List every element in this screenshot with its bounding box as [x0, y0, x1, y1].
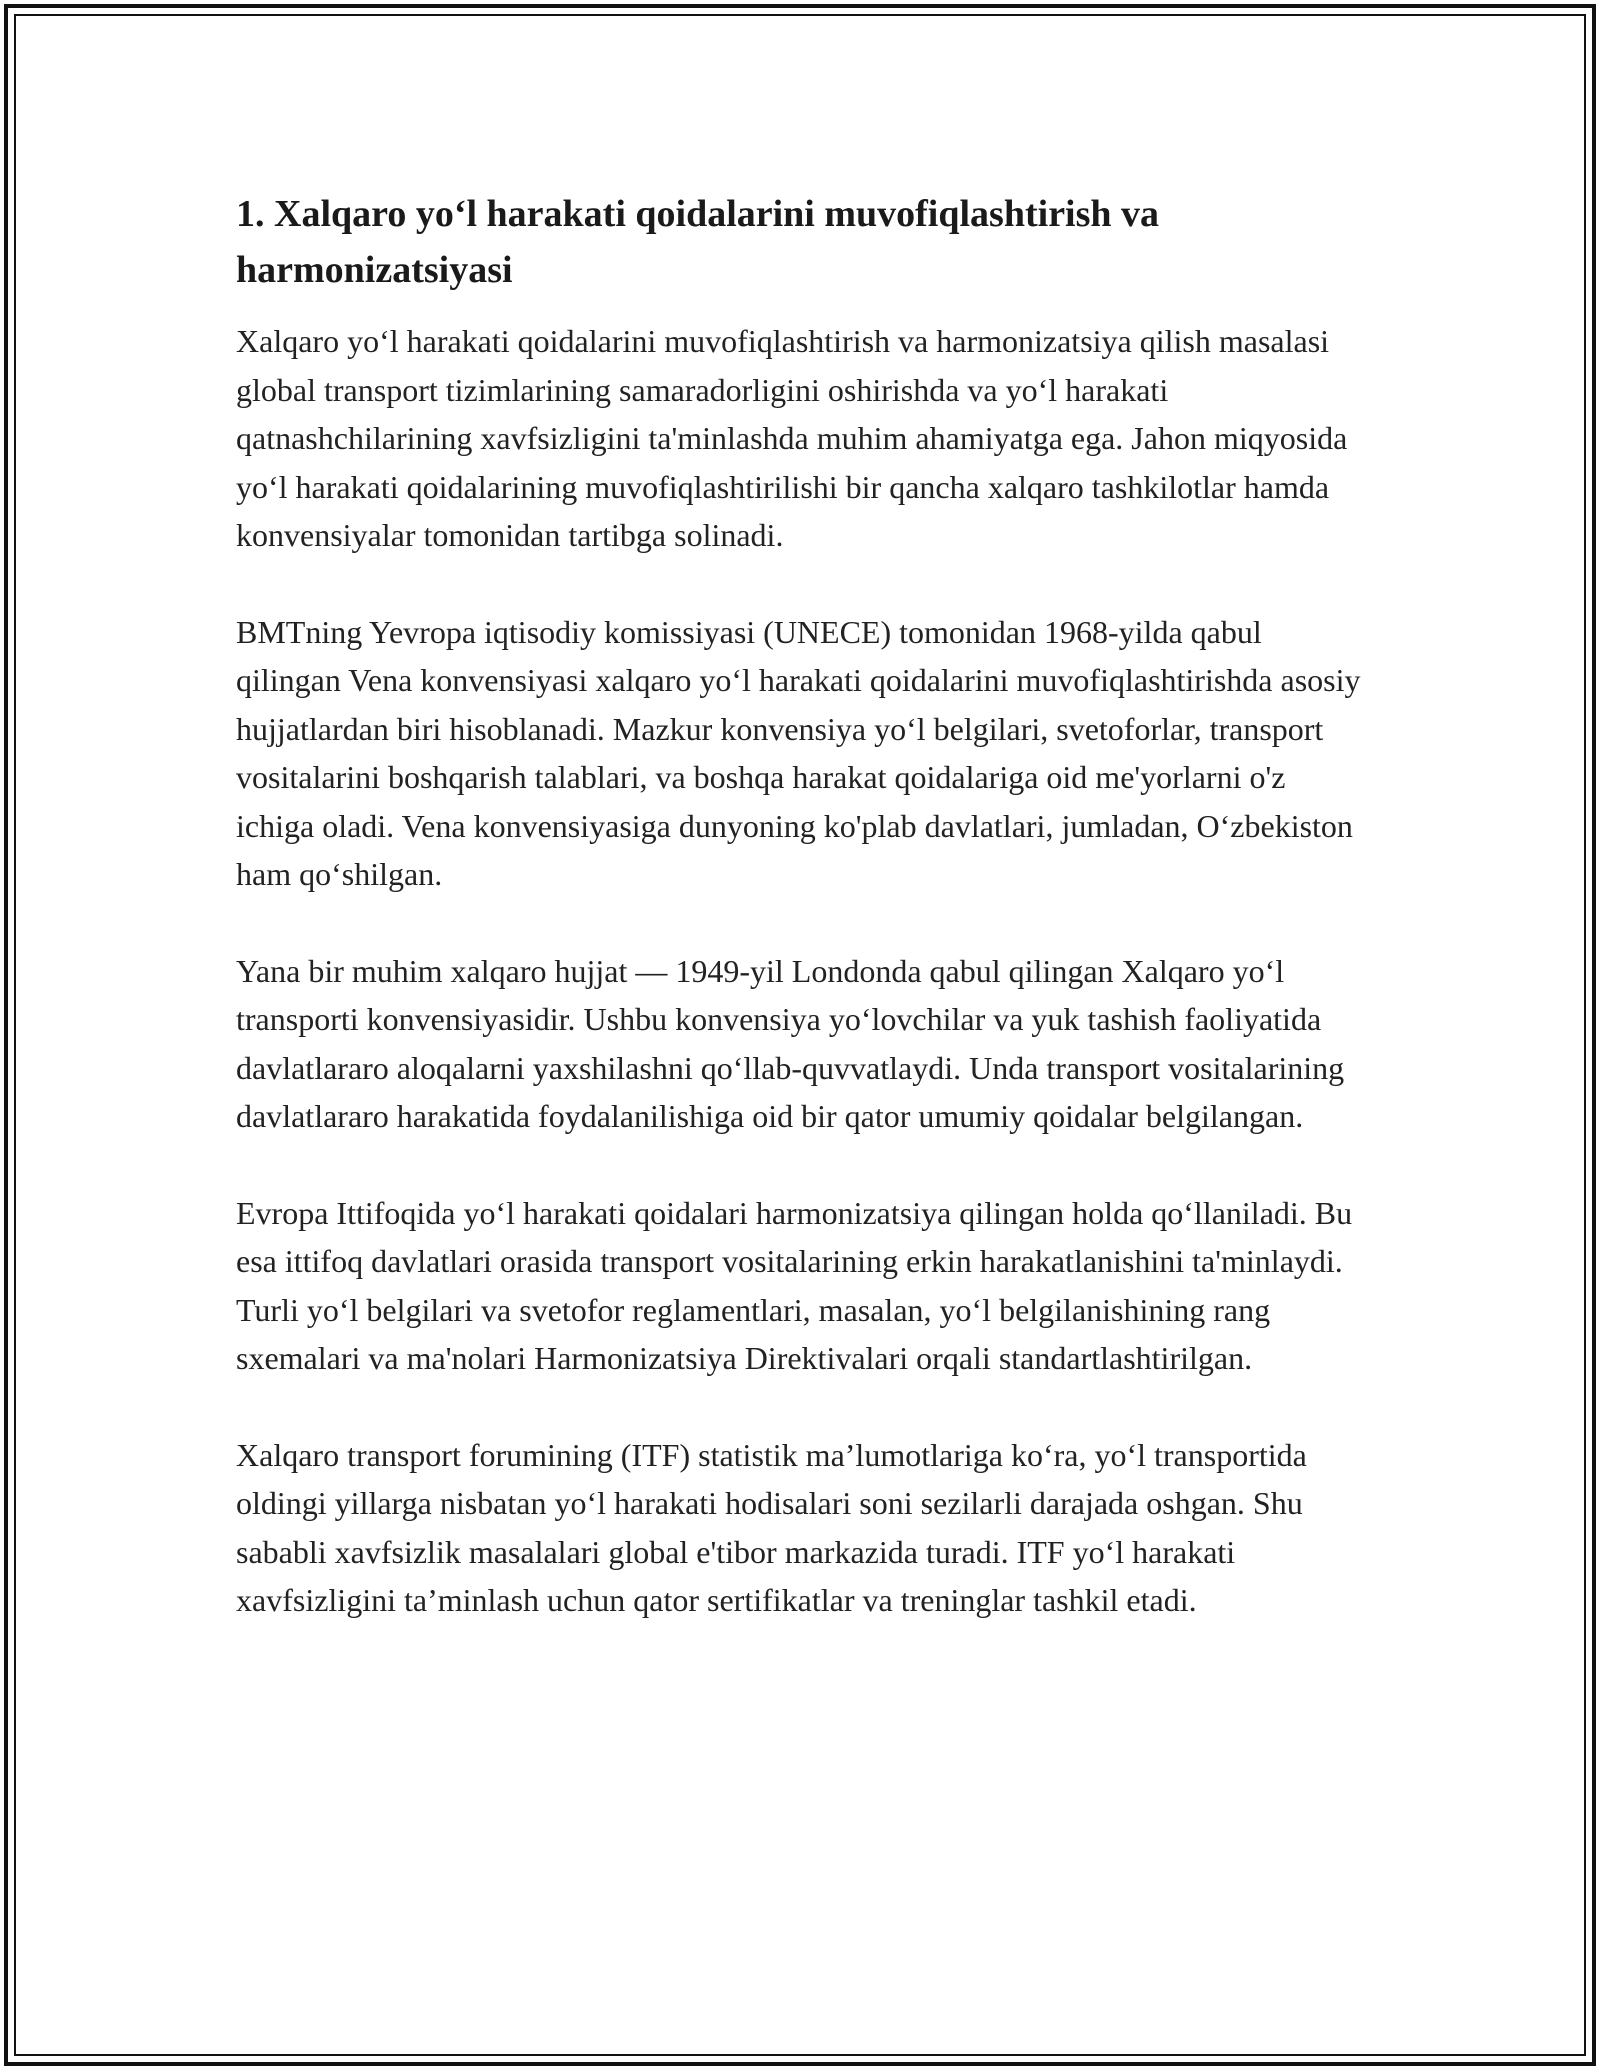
document-body	[236, 186, 1366, 1625]
section-heading: 1. Xalqaro yo‘l harakati qoidalarini muvofiqlashtirish va harmonizatsiyasi	[236, 193, 1160, 291]
paragraph-3: Yana bir muhim xalqaro hujjat — 1949-yil Londonda qabul qilingan Xalqaro yo‘l transporti konvensiyasidir. Ushbu konvensiya yo‘lovchilar va yuk tashish faoliyatida davlatlararo aloqalarni yaxshilashni qo‘llab-quvvatlaydi. Unda transport vositalarining davlatlararo harakatida foydalanilishiga oid bir qator umumiy qoidalar belgilangan.	[236, 952, 1345, 1134]
paragraph-5: Xalqaro transport forumining (ITF) statistik ma’lumotlariga ko‘ra, yo‘l transportida oldingi yillarga nisbatan yo‘l harakati hodisalari soni sezilarli darajada oshgan. Shu sababli xavfsizlik masalalari global e'tibor markazida turadi. ITF yo‘l harakati xavfsizligini ta’minlash uchun qator sertifikatlar va treninglar tashkil etadi.	[236, 1436, 1307, 1618]
paragraph-4: Evropa Ittifoqida yo‘l harakati qoidalari harmonizatsiya qilingan holda qo‘llaniladi. Bu esa ittifoq davlatlari orasida transport vositalarining erkin harakatlanishini ta'minlaydi. Turli yo‘l belgilari va svetofor reglamentlari, masalan, yo‘l belgilanishining rang sxemalari va ma'nolari Harmonizatsiya Direktivalari orqali standartlashtirilgan.	[236, 1194, 1353, 1376]
paragraph-1: Xalqaro yo‘l harakati qoidalarini muvofiqlashtirish va harmonizatsiya qilish masalasi global transport tizimlarining samaradorligini oshirishda va yo‘l harakati qatnashchilarining xavfsizligini ta'minlashda muhim ahamiyatga ega. Jahon miqyosida yo‘l harakati qoidalarining muvofiqlashtirilishi bir qancha xalqaro tashkilotlar hamda konvensiyalar tomonidan tartibga solinadi.	[236, 323, 1348, 553]
paragraph-2: BMTning Yevropa iqtisodiy komissiyasi (UNECE) tomonidan 1968-yilda qabul qilingan Vena konvensiyasi xalqaro yo‘l harakati qoidalarini muvofiqlashtirishda asosiy hujjatlardan biri hisoblanadi. Mazkur konvensiya yo‘l belgilari, svetoforlar, transport vositalarini boshqarish talablari, va boshqa harakat qoidalariga oid me'yorlarni o'z ichiga oladi. Vena konvensiyasiga dunyoning ko'plab davlatlari, jumladan, O‘zbekiston ham qo‘shilgan.	[236, 613, 1361, 892]
